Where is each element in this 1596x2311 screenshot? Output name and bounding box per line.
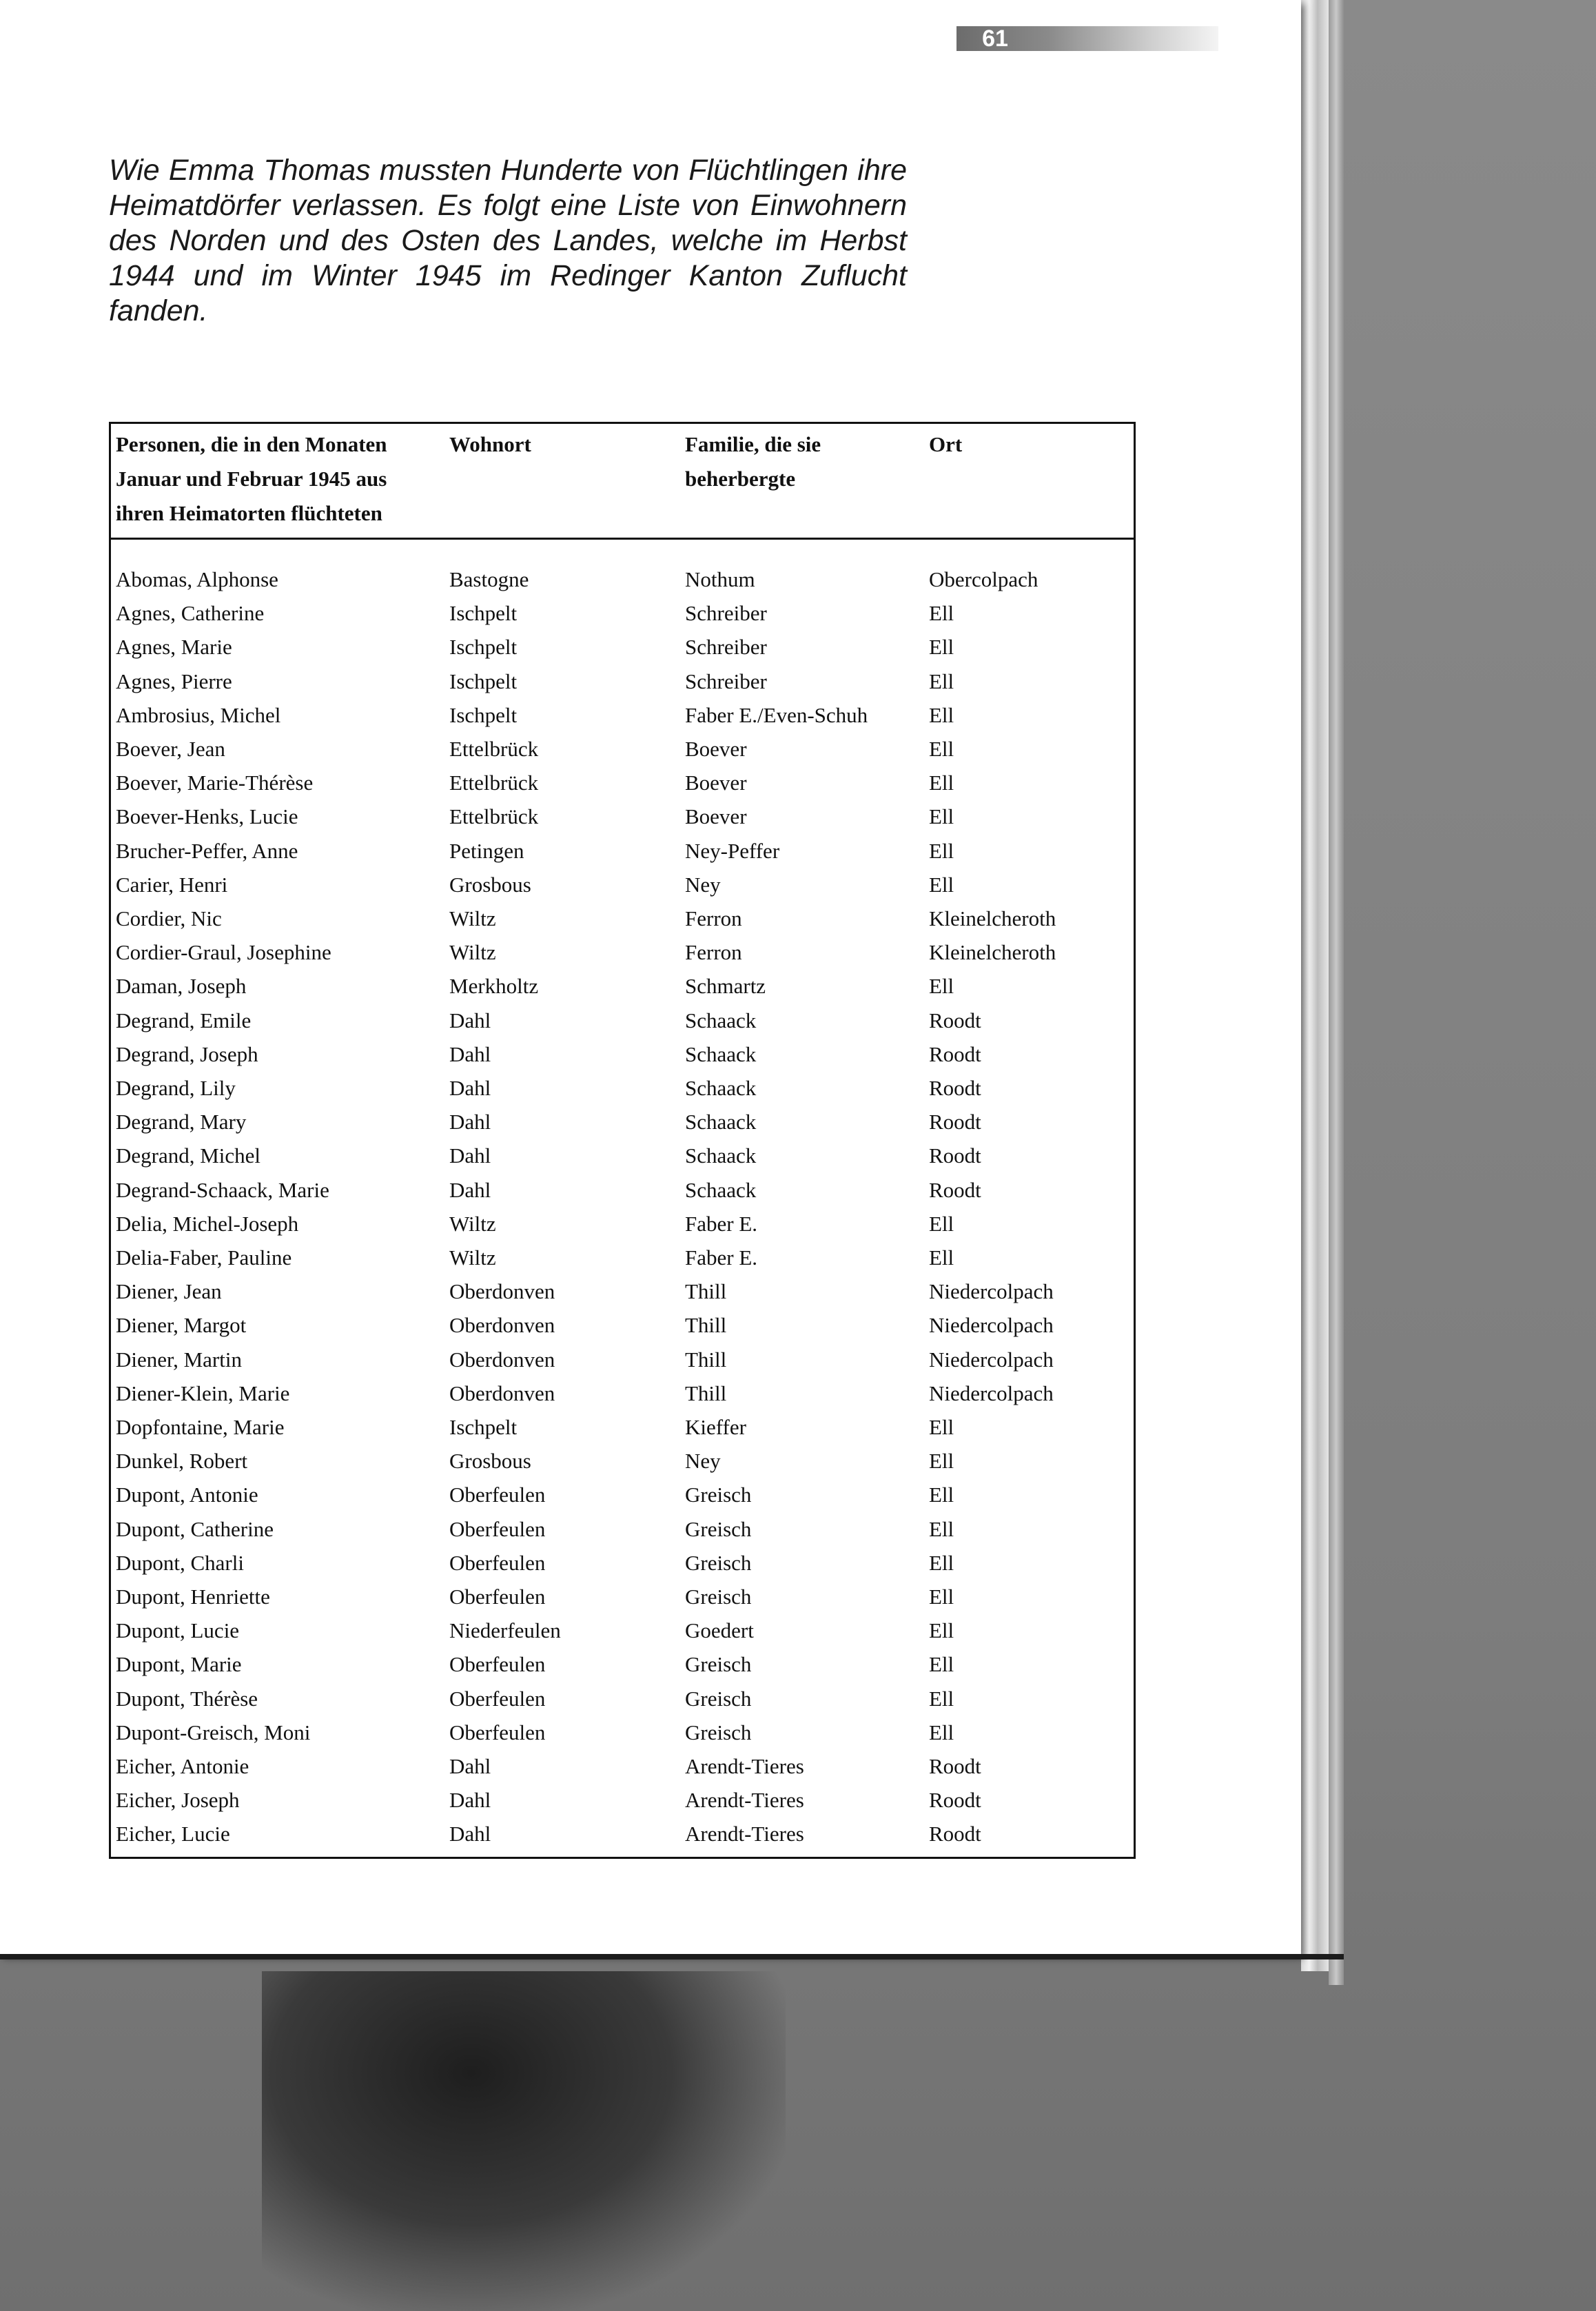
cell-place: Roodt [929,1110,981,1134]
cell-host-family: Ferron [685,906,742,930]
cell-person: Diener, Margot [116,1313,247,1338]
cell-person: Dupont, Henriette [116,1585,270,1609]
table-row [0,1037,1301,1071]
cell-place: Ell [929,1618,954,1643]
cell-person: Boever-Henks, Lucie [116,804,298,829]
cell-residence: Wiltz [449,1211,496,1236]
cell-residence: Ettelbrück [449,804,539,829]
cell-place: Ell [929,1686,954,1711]
cell-residence: Dahl [449,1041,491,1066]
cell-person: Boever, Marie-Thérèse [116,771,314,795]
cell-person: Degrand-Schaack, Marie [116,1177,329,1202]
cell-residence: Niederfeulen [449,1618,561,1643]
cell-host-family: Schreiber [685,601,767,626]
cell-host-family: Ferron [685,940,742,965]
cell-place: Niedercolpach [929,1313,1054,1338]
cell-person: Agnes, Catherine [116,601,265,626]
cell-host-family: Kieffer [685,1415,746,1439]
cell-place: Kleinelcheroth [929,940,1056,965]
table-row [0,1647,1301,1681]
cell-host-family: Greisch [685,1652,752,1677]
table-header-rule [109,538,1136,540]
cell-place: Roodt [929,1788,981,1813]
cell-person: Diener, Martin [116,1347,242,1372]
cell-host-family: Thill [685,1313,727,1338]
cell-residence: Oberdonven [449,1313,555,1338]
cell-host-family: Arendt-Tieres [685,1788,804,1813]
cell-residence: Grosbous [449,1449,531,1474]
cell-place: Roodt [929,1041,981,1066]
cell-person: Brucher-Peffer, Anne [116,838,298,863]
cell-residence: Ischpelt [449,1415,518,1439]
cell-person: Carier, Henri [116,872,228,897]
cell-host-family: Greisch [685,1483,752,1507]
header-host-family-line-1: Familie, die sie [685,432,821,456]
cell-place: Roodt [929,1822,981,1846]
cell-place: Roodt [929,1177,981,1202]
cell-place: Niedercolpach [929,1347,1054,1372]
table-row [0,1105,1301,1139]
cell-residence: Oberfeulen [449,1550,546,1575]
table-row [0,800,1301,833]
cell-residence: Ischpelt [449,702,518,727]
cell-host-family: Arendt-Tieres [685,1754,804,1778]
intro-paragraph: Wie Emma Thomas mussten Hunderte von Flüchtlingen ihre Heimatdörfer verlassen. Es folgt eine Liste von Einwohnern des Norden und des Osten des Landes, welche im Herbst 1944 und im Winter 1945 im Redinger Kanton Zuflucht fanden. [109,154,907,327]
cell-place: Ell [929,1652,954,1677]
cell-host-family: Schaack [685,1008,757,1032]
cell-person: Degrand, Lily [116,1076,236,1100]
header-host-family [685,427,821,496]
header-residence: Wohnort [449,432,531,456]
cell-place: Ell [929,635,954,660]
cell-person: Delia, Michel-Joseph [116,1211,299,1236]
table-row [0,1139,1301,1172]
cell-person: Agnes, Pierre [116,669,232,693]
cell-place: Ell [929,1585,954,1609]
cell-host-family: Schaack [685,1110,757,1134]
cell-residence: Ettelbrück [449,737,539,761]
cell-place: Ell [929,872,954,897]
cell-person: Dunkel, Robert [116,1449,248,1474]
cell-host-family: Goedert [685,1618,754,1643]
cell-place: Ell [929,1211,954,1236]
table-row [0,1343,1301,1376]
table-row [0,902,1301,935]
cell-person: Dupont, Marie [116,1652,242,1677]
table-row [0,1817,1301,1851]
table-row [0,1716,1301,1749]
cell-person: Daman, Joseph [116,974,247,999]
cell-person: Dupont, Catherine [116,1516,274,1541]
cell-place: Ell [929,771,954,795]
cell-place: Niedercolpach [929,1381,1054,1405]
cell-person: Delia-Faber, Pauline [116,1245,292,1270]
table-row [0,834,1301,868]
cell-place: Niedercolpach [929,1279,1054,1304]
cell-place: Ell [929,838,954,863]
cell-residence: Ischpelt [449,601,518,626]
cell-host-family: Greisch [685,1720,752,1744]
cell-host-family: Greisch [685,1550,752,1575]
cell-person: Dupont, Antonie [116,1483,258,1507]
cell-residence: Grosbous [449,872,531,897]
cell-place: Roodt [929,1008,981,1032]
cell-place: Ell [929,1449,954,1474]
cell-place: Ell [929,1245,954,1270]
table-row [0,1376,1301,1410]
table-row [0,1308,1301,1342]
page-number: 61 [982,26,1008,52]
cell-residence: Wiltz [449,906,496,930]
cell-place: Kleinelcheroth [929,906,1056,930]
table-row [0,1410,1301,1444]
cell-person: Dupont, Charli [116,1550,244,1575]
page-bottom-edge [0,1954,1344,1959]
table-row [0,1546,1301,1580]
scan-shadow [262,1971,786,2311]
header-person-line-2: Januar und Februar 1945 aus [116,467,387,491]
table-row [0,1783,1301,1817]
cell-host-family: Greisch [685,1585,752,1609]
header-host-family-line-2: beherbergte [685,467,796,491]
cell-host-family: Faber E. [685,1245,758,1270]
cell-host-family: Schreiber [685,635,767,660]
page-edge [1301,0,1329,1971]
cell-host-family: Schaack [685,1177,757,1202]
header-person-line-3: ihren Heimatorten flüchteten [116,501,382,525]
table-row [0,935,1301,969]
cell-host-family: Boever [685,804,747,829]
cell-residence: Dahl [449,1177,491,1202]
cell-host-family: Greisch [685,1686,752,1711]
table-row [0,969,1301,1003]
table-row [0,1682,1301,1716]
header-place: Ort [929,432,963,456]
cell-person: Boever, Jean [116,737,225,761]
cell-residence: Ischpelt [449,635,518,660]
cell-person: Dopfontaine, Marie [116,1415,285,1439]
table-row [0,1241,1301,1274]
cell-residence: Merkholtz [449,974,539,999]
cell-residence: Dahl [449,1076,491,1100]
cell-person: Eicher, Antonie [116,1754,249,1778]
cell-place: Roodt [929,1143,981,1168]
cell-residence: Wiltz [449,940,496,965]
cell-residence: Ettelbrück [449,771,539,795]
cell-host-family: Thill [685,1347,727,1372]
cell-place: Ell [929,1516,954,1541]
table-row [0,1580,1301,1613]
cell-person: Cordier, Nic [116,906,222,930]
cell-residence: Petingen [449,838,524,863]
cell-place: Roodt [929,1754,981,1778]
cell-person: Degrand, Mary [116,1110,247,1134]
header-person [116,427,387,531]
cell-host-family: Arendt-Tieres [685,1822,804,1846]
table-row [0,630,1301,664]
cell-person: Dupont-Greisch, Moni [116,1720,311,1744]
cell-residence: Oberfeulen [449,1686,546,1711]
cell-person: Dupont, Thérèse [116,1686,258,1711]
cell-host-family: Nothum [685,567,755,591]
cell-host-family: Schaack [685,1041,757,1066]
table-row [0,1004,1301,1037]
table-row [0,664,1301,698]
cell-person: Eicher, Lucie [116,1822,230,1846]
cell-place: Ell [929,974,954,999]
cell-residence: Wiltz [449,1245,496,1270]
cell-host-family: Faber E. [685,1211,758,1236]
cell-place: Ell [929,702,954,727]
table-row [0,732,1301,766]
table-row [0,1207,1301,1241]
cell-host-family: Thill [685,1381,727,1405]
table-row [0,1512,1301,1546]
cell-host-family: Schmartz [685,974,766,999]
cell-host-family: Schaack [685,1143,757,1168]
cell-host-family: Schaack [685,1076,757,1100]
cell-person: Degrand, Joseph [116,1041,258,1066]
cell-residence: Bastogne [449,567,529,591]
cell-residence: Oberfeulen [449,1652,546,1677]
cell-place: Ell [929,1483,954,1507]
cell-residence: Oberdonven [449,1381,555,1405]
cell-person: Degrand, Michel [116,1143,261,1168]
cell-residence: Dahl [449,1008,491,1032]
cell-person: Cordier-Graul, Josephine [116,940,331,965]
cell-person: Ambrosius, Michel [116,702,281,727]
cell-person: Diener-Klein, Marie [116,1381,290,1405]
table-row [0,1749,1301,1783]
book-edge [1329,0,1344,1985]
table-row [0,1613,1301,1647]
table-row [0,766,1301,800]
cell-person: Degrand, Emile [116,1008,252,1032]
table-row [0,596,1301,630]
cell-host-family: Ney [685,872,721,897]
header-person-line-1: Personen, die in den Monaten [116,432,387,456]
cell-residence: Oberfeulen [449,1720,546,1744]
cell-host-family: Boever [685,771,747,795]
cell-person: Agnes, Marie [116,635,232,660]
table-row [0,1071,1301,1105]
cell-residence: Oberdonven [449,1347,555,1372]
cell-person: Eicher, Joseph [116,1788,240,1813]
cell-place: Ell [929,1720,954,1744]
table-row [0,1173,1301,1207]
cell-residence: Dahl [449,1110,491,1134]
cell-place: Ell [929,1415,954,1439]
cell-person: Dupont, Lucie [116,1618,240,1643]
cell-host-family: Ney-Peffer [685,838,780,863]
cell-residence: Ischpelt [449,669,518,693]
cell-host-family: Faber E./Even-Schuh [685,702,868,727]
cell-person: Abomas, Alphonse [116,567,278,591]
cell-host-family: Schreiber [685,669,767,693]
cell-place: Ell [929,669,954,693]
cell-residence: Dahl [449,1788,491,1813]
table-row [0,1444,1301,1478]
cell-person: Diener, Jean [116,1279,222,1304]
cell-residence: Dahl [449,1822,491,1846]
table-row [0,562,1301,596]
cell-place: Ell [929,1550,954,1575]
cell-place: Ell [929,804,954,829]
table-row [0,1478,1301,1511]
table-row [0,868,1301,902]
cell-residence: Oberfeulen [449,1483,546,1507]
cell-place: Ell [929,737,954,761]
cell-residence: Dahl [449,1754,491,1778]
cell-residence: Oberfeulen [449,1516,546,1541]
cell-residence: Dahl [449,1143,491,1168]
cell-place: Obercolpach [929,567,1039,591]
table-row [0,1274,1301,1308]
cell-residence: Oberfeulen [449,1585,546,1609]
cell-host-family: Ney [685,1449,721,1474]
cell-place: Roodt [929,1076,981,1100]
table-row [0,698,1301,732]
cell-residence: Oberdonven [449,1279,555,1304]
cell-place: Ell [929,601,954,626]
cell-host-family: Boever [685,737,747,761]
cell-host-family: Thill [685,1279,727,1304]
cell-host-family: Greisch [685,1516,752,1541]
